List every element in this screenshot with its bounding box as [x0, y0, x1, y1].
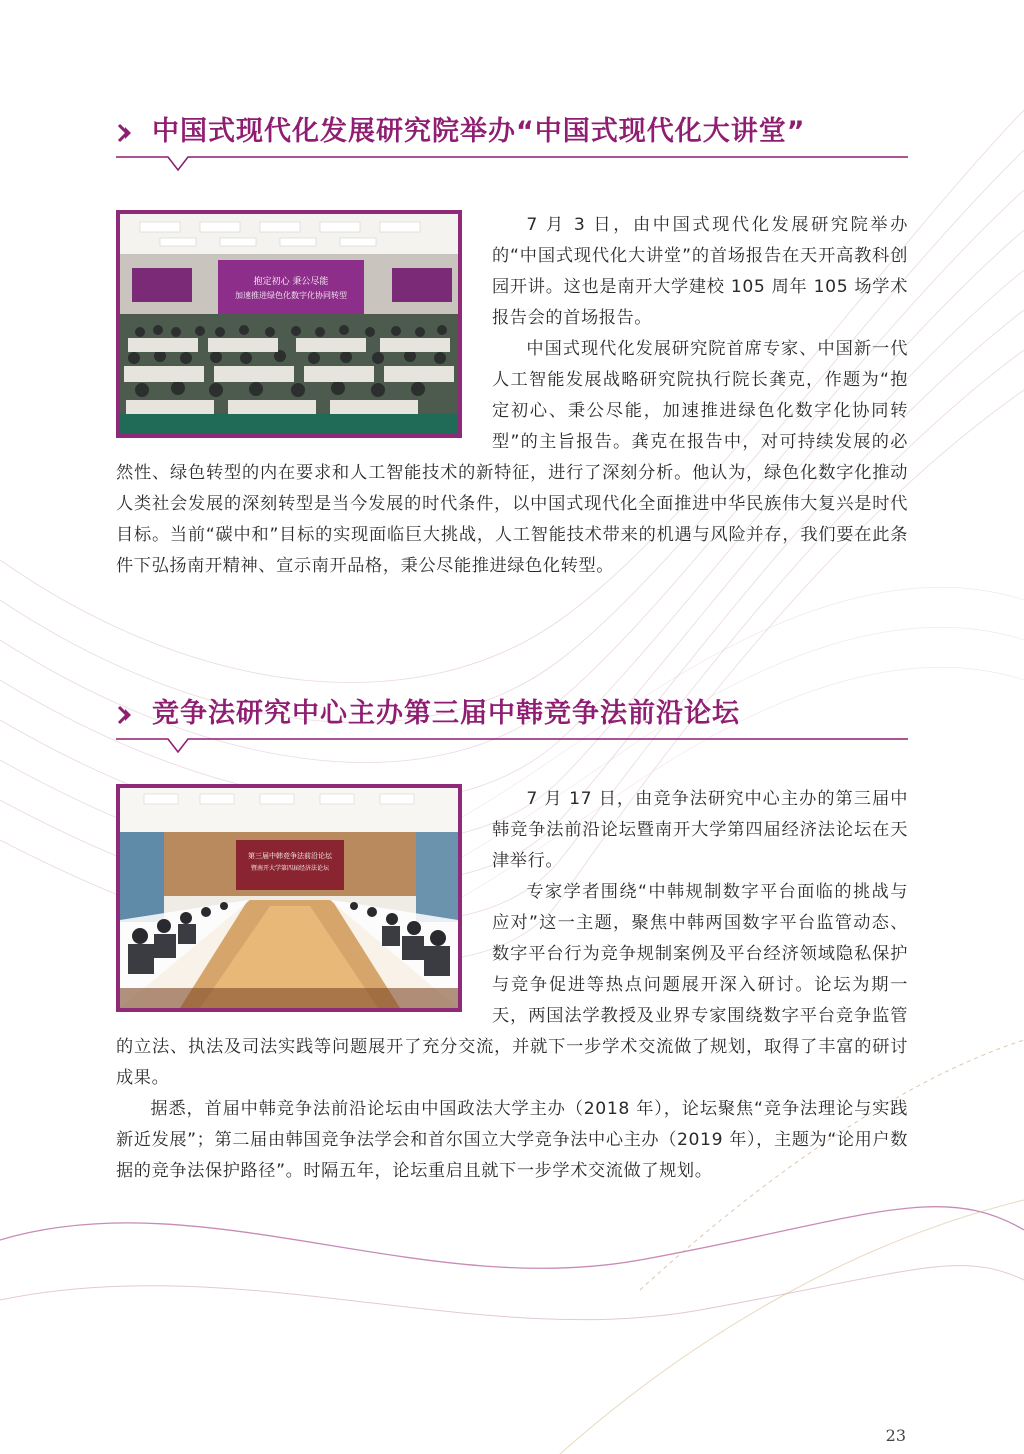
paragraph: 专家学者围绕“中韩规制数字平台面临的挑战与应对”这一主题，聚焦中韩两国数字平台监管动态、数字平台行为竞争规制案例及平台经济领域隐私保护与竞争促进等热点问题展开深入研讨。论坛为期一天，两国法学教授及业界专家围绕数字平台竞争监管的立法、执法及司法实践等问题展开了充分交流，并就下一步学术交流做了规划，取得了丰富的研讨成果。 — [116, 882, 908, 1088]
title-underline — [116, 156, 908, 174]
section-heading-1 — [116, 112, 908, 174]
section-title: 竞争法研究中心主办第三届中韩竞争法前沿论坛 — [152, 698, 740, 729]
page-number: 23 — [885, 1426, 906, 1445]
lecture-hall-photo — [116, 210, 462, 438]
double-chevron-icon — [116, 122, 138, 144]
double-chevron-icon — [116, 704, 138, 726]
section-heading-2 — [116, 694, 908, 756]
paragraph: 7 月 17 日，由竞争法研究中心主办的第三届中韩竞争法前沿论坛暨南开大学第四届经济法论坛在天津举行。 — [492, 789, 908, 871]
screen-line-2: 加速推进绿色化数字化协同转型 — [235, 291, 347, 300]
article-section-2 — [116, 694, 908, 1187]
section-title: 中国式现代化发展研究院举办“中国式现代化大讲堂” — [152, 116, 806, 147]
conference-room-photo — [116, 784, 462, 1012]
paragraph: 据悉，首届中韩竞争法前沿论坛由中国政法大学主办（2018 年），论坛聚焦“竞争法理论与实践新近发展”；第二届由韩国竞争法学会和首尔国立大学竞争法中心主办（2019 年），主题为“论用户数据的竞争法保护路径”。时隔五年，论坛重启且就下一步学术交流做了规划。 — [116, 1099, 908, 1181]
article-section-1 — [116, 112, 908, 582]
paragraph: 7 月 3 日，由中国式现代化发展研究院举办的“中国式现代化大讲堂”的首场报告在天开高教科创园开讲。这也是南开大学建校 105 周年 105 场学术报告会的首场报告。 — [492, 215, 908, 328]
screen-line-1: 抱定初心 秉公尽能 — [253, 277, 329, 287]
paragraph: 中国式现代化发展研究院首席专家、中国新一代人工智能发展战略研究院执行院长龚克，作题为“抱定初心、秉公尽能，加速推进绿色化数字化协同转型”的主旨报告。龚克在报告中，对可持续发展的必然性、绿色转型的内在要求和人工智能技术的新特征，进行了深刻分析。他认为，绿色化数字化推动人类社会发展的深刻转型是当今发展的时代条件，以中国式现代化全面推进中华民族伟大复兴是时代目标。当前“碳中和”目标的实现面临巨大挑战，人工智能技术带来的机遇与风险并存，我们要在此条件下弘扬南开精神、宣示南开品格，秉公尽能推进绿色化转型。 — [116, 339, 908, 576]
screen-line-2: 暨南开大学第四届经济法论坛 — [250, 865, 330, 872]
title-underline — [116, 738, 908, 756]
screen-line-1: 第三届中韩竞争法前沿论坛 — [248, 852, 332, 860]
